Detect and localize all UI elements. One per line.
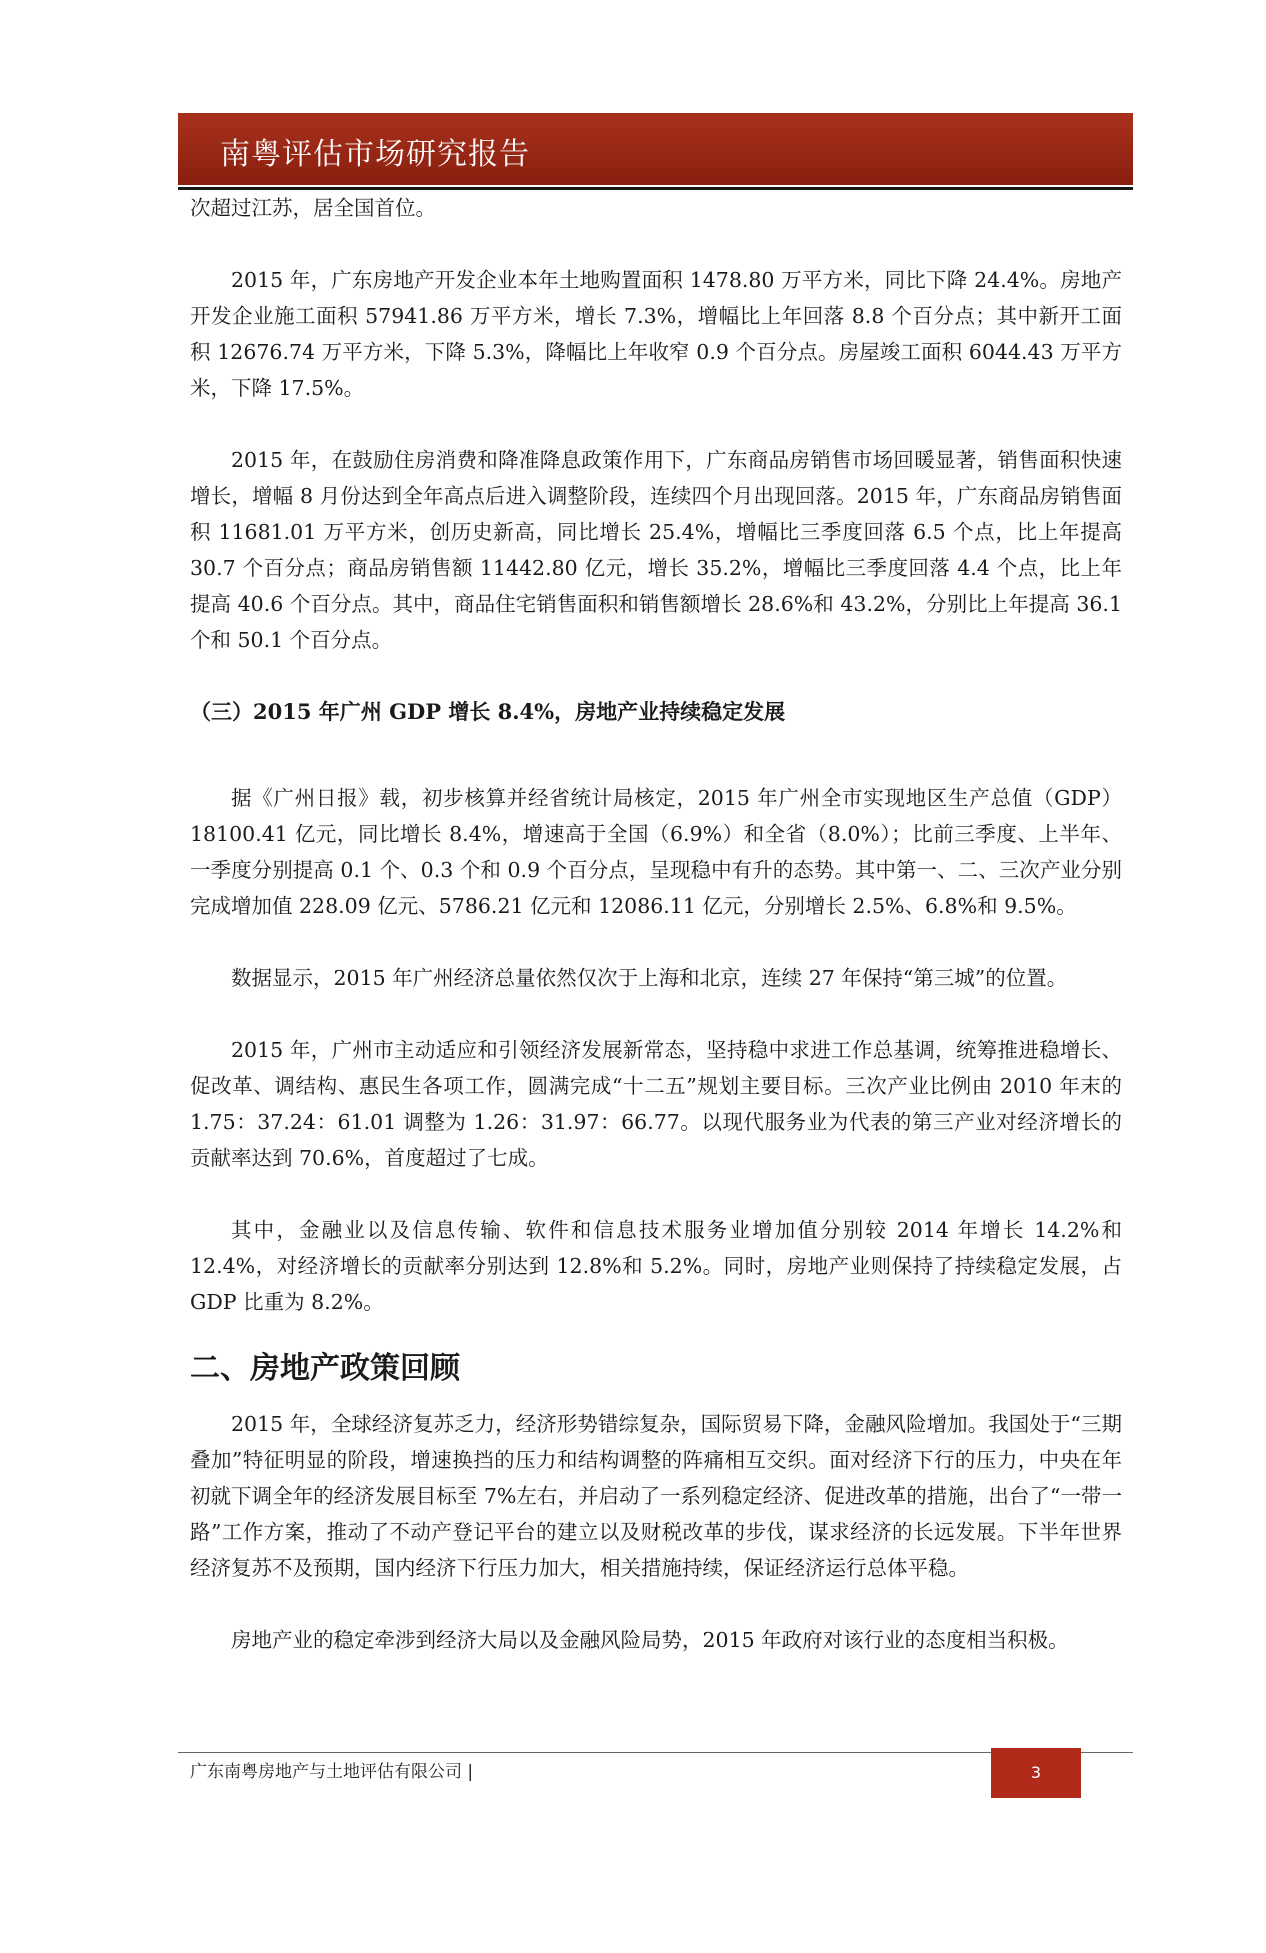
document-body [190,190,1122,1694]
paragraph-policy-attitude: 房地产业的稳定牵涉到经济大局以及金融风险局势，2015 年政府对该行业的态度相当积极。 [231,1628,1069,1652]
paragraph-policy-review: 2015 年，全球经济复苏乏力，经济形势错综复杂，国际贸易下降，金融风险增加。我国处于“三期叠加”特征明显的阶段，增速换挡的压力和结构调整的阵痛相互交织。面对经济下行的压力，中央在年初就下调全年的经济发展目标至 7%左右，并启动了一系列稳定经济、促进改革的措施，出台了“一带一路”工作方案，推动了不动产登记平台的建立以及财税改革的步伐，谋求经济的长远发展。下半年世界经济复苏不及预期，国内经济下行压力加大，相关措施持续，保证经济运行总体平稳。 [190,1412,1122,1580]
paragraph-housing-sales: 2015 年，在鼓励住房消费和降准降息政策作用下，广东商品房销售市场回暖显著，销售面积快速增长，增幅 8 月份达到全年高点后进入调整阶段，连续四个月出现回落。2015 年，广东商品房销售面积 11681.01 万平方米，创历史新高，同比增长 25.4%，增幅比三季度回落 6.5 个点，比上年提高 30.7 个百分点；商品房销售额 11442.80 亿元，增长 35.2%，增幅比三季度回落 4.4 个点，比上年提高 40.6 个百分点。其中，商品住宅销售面积和销售额增长 28.6%和 43.2%，分别比上年提高 36.1 个和 50.1 个百分点。 [190,448,1122,652]
subsection-heading: （三）2015 年广州 GDP 增长 8.4%，房地产业持续稳定发展 [190,699,786,724]
footer-company: 广东南粤房地产与土地评估有限公司 | [190,1762,474,1782]
report-title: 南粤评估市场研究报告 [220,137,530,172]
paragraph-finance: 其中，金融业以及信息传输、软件和信息技术服务业增加值分别较 2014 年增长 14.2%和 12.4%，对经济增长的贡献率分别达到 12.8%和 5.2%。同时，房地产业则保持了持续稳定发展，占 GDP 比重为 8.2%。 [190,1218,1122,1314]
header-bar [178,113,1133,185]
paragraph-gz-gdp: 据《广州日报》载，初步核算并经省统计局核定，2015 年广州全市实现地区生产总值（GDP）18100.41 亿元，同比增长 8.4%，增速高于全国（6.9%）和全省（8.0%）；比前三季度、上半年、一季度分别提高 0.1 个、0.3 个和 0.9 个百分点，呈现稳中有升的态势。其中第一、二、三次产业分别完成增加值 228.09 亿元、5786.21 亿元和 12086.11 亿元，分别增长 2.5%、6.8%和 9.5%。 [190,786,1122,918]
page-number: 3 [991,1748,1081,1798]
paragraph-continued: 次超过江苏，居全国首位。 [190,196,436,220]
footer-rule [178,1752,1133,1753]
section-heading: 二、房地产政策回顾 [190,1351,460,1386]
paragraph-third-city: 数据显示，2015 年广州经济总量依然仅次于上海和北京，连续 27 年保持“第三城”的位置。 [231,966,1068,990]
paragraph-land-purchase: 2015 年，广东房地产开发企业本年土地购置面积 1478.80 万平方米，同比下降 24.4%。房地产开发企业施工面积 57941.86 万平方米，增长 7.3%，增幅比上年回落 8.8 个百分点；其中新开工面积 12676.74 万平方米，下降 5.3%，降幅比上年收窄 0.9 个百分点。房屋竣工面积 6044.43 万平方米，下降 17.5%。 [190,268,1122,400]
paragraph-new-normal: 2015 年，广州市主动适应和引领经济发展新常态，坚持稳中求进工作总基调，统筹推进稳增长、促改革、调结构、惠民生各项工作，圆满完成“十二五”规划主要目标。三次产业比例由 2010 年末的 1.75：37.24：61.01 调整为 1.26：31.97：66.77。以现代服务业为代表的第三产业对经济增长的贡献率达到 70.6%，首度超过了七成。 [190,1038,1122,1170]
